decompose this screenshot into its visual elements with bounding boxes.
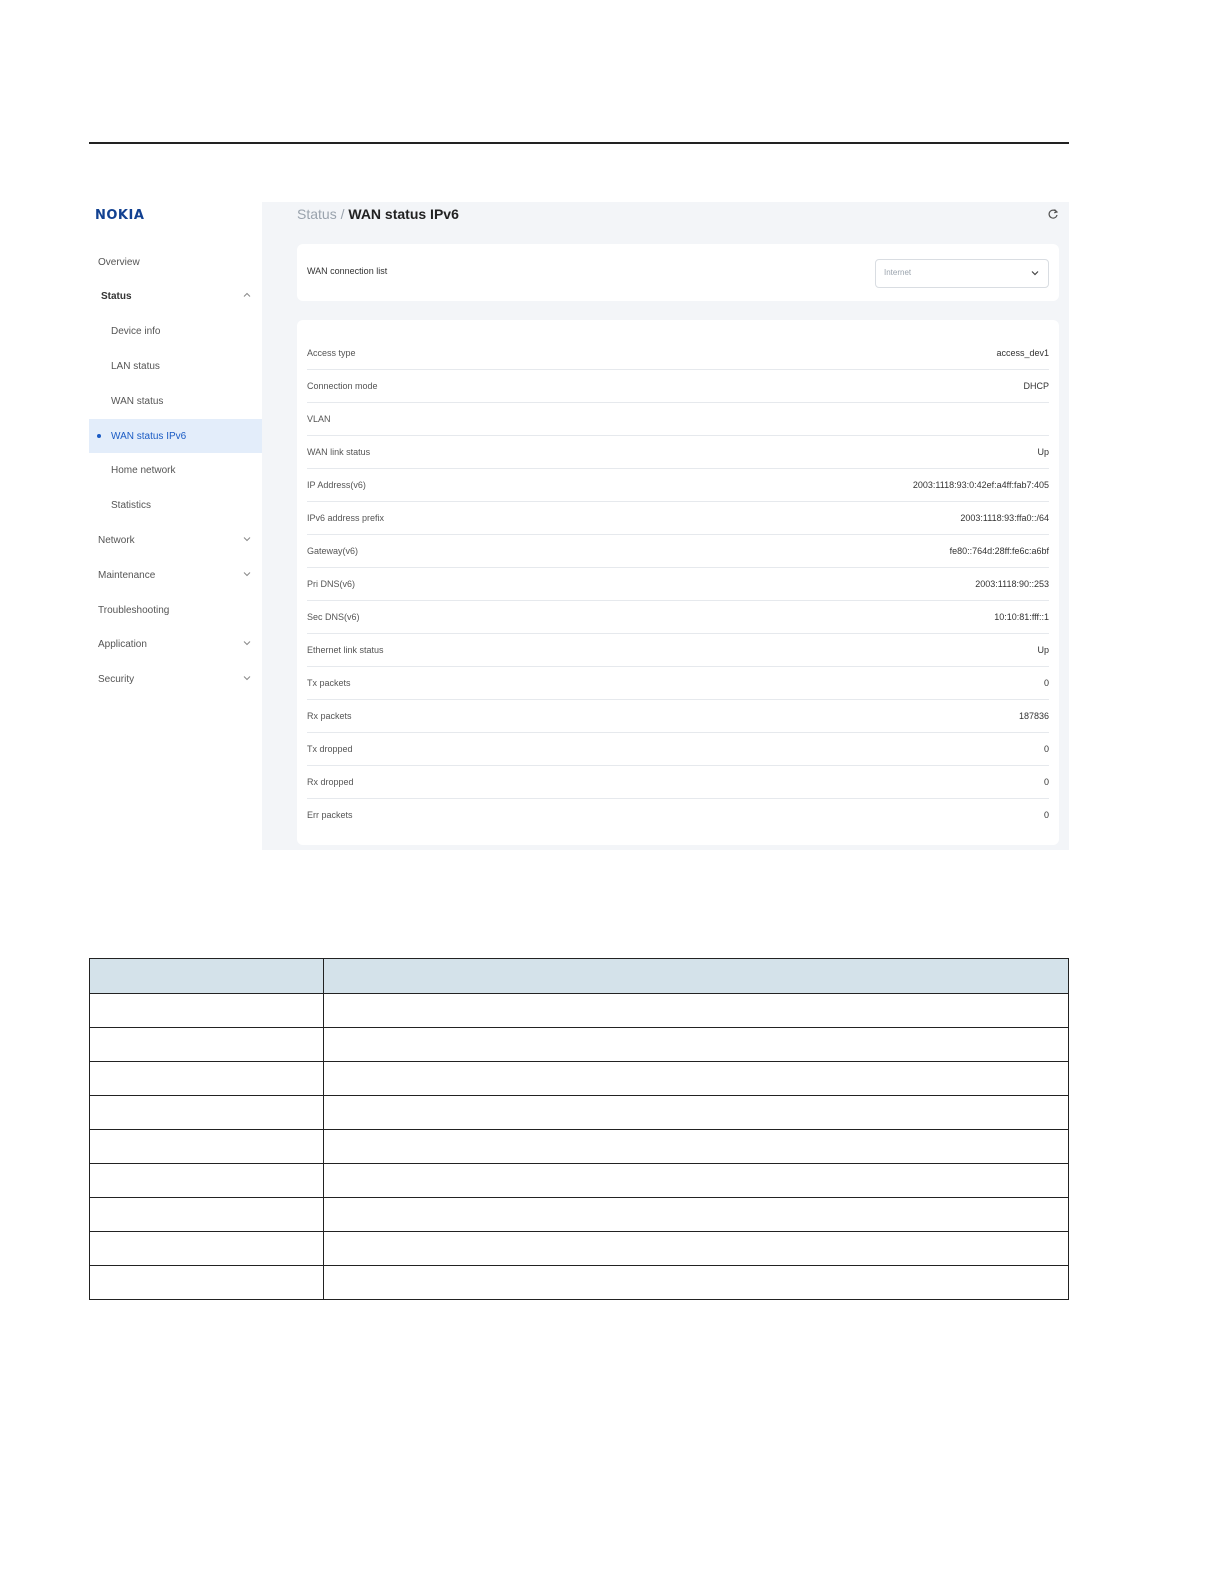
detail-row <box>307 468 1049 502</box>
detail-value: 0 <box>1043 777 1049 787</box>
detail-key: Tx packets <box>307 678 351 688</box>
sidebar-item-overview[interactable] <box>89 245 262 279</box>
table-row <box>90 1062 1069 1096</box>
detail-key: Sec DNS(v6) <box>307 612 360 622</box>
detail-key: Rx dropped <box>307 777 354 787</box>
details-card <box>297 320 1059 845</box>
table-row <box>90 1164 1069 1198</box>
table-cell <box>324 1232 1069 1266</box>
detail-value: fe80::764d:28ff:fe6c:a6bf <box>949 546 1049 556</box>
chevron-down-icon <box>242 534 252 544</box>
page-title: WAN status IPv6 <box>348 206 459 222</box>
sidebar-item-label: Troubleshooting <box>98 604 170 616</box>
router-screenshot <box>89 202 1069 850</box>
table-cell <box>324 1130 1069 1164</box>
sidebar-item-security[interactable] <box>89 662 262 696</box>
chevron-down-icon <box>1030 268 1040 278</box>
detail-row <box>307 666 1049 700</box>
detail-value: 0 <box>1043 678 1049 688</box>
sidebar-item-lan-status[interactable] <box>89 349 262 383</box>
table-cell <box>324 994 1069 1028</box>
table-row <box>90 1096 1069 1130</box>
table-cell <box>90 1266 324 1300</box>
sidebar-item-label: Network <box>98 534 135 546</box>
sidebar-item-label: Security <box>98 673 135 685</box>
table-cell <box>324 1164 1069 1198</box>
connection-select-value: Internet <box>884 268 912 277</box>
connection-list-label: WAN connection list <box>307 266 388 276</box>
chevron-down-icon <box>242 569 252 579</box>
table-cell <box>90 1130 324 1164</box>
detail-key: Pri DNS(v6) <box>307 579 356 589</box>
sidebar-item-application[interactable] <box>89 627 262 661</box>
detail-row <box>307 336 1049 370</box>
detail-value: 0 <box>1043 744 1049 754</box>
detail-row <box>307 567 1049 601</box>
detail-row <box>307 765 1049 799</box>
chevron-down-icon <box>242 673 252 683</box>
detail-key: Err packets <box>307 810 353 820</box>
sidebar-item-wan-status[interactable] <box>89 384 262 418</box>
connection-card <box>297 244 1059 301</box>
table-cell <box>324 1198 1069 1232</box>
refresh-icon[interactable] <box>1047 208 1059 220</box>
sidebar-item-label: Statistics <box>111 499 152 511</box>
detail-row <box>307 732 1049 766</box>
table-cell <box>90 1062 324 1096</box>
table-header-cell <box>324 959 1069 994</box>
detail-row <box>307 699 1049 733</box>
table-cell <box>90 994 324 1028</box>
detail-value: Up <box>1037 447 1049 457</box>
detail-value: 187836 <box>1018 711 1049 721</box>
table-cell <box>324 1028 1069 1062</box>
sidebar-item-network[interactable] <box>89 523 262 557</box>
detail-key: VLAN <box>307 414 331 424</box>
sidebar-item-device-info[interactable] <box>89 314 262 348</box>
detail-row <box>307 369 1049 403</box>
sidebar-item-maintenance[interactable] <box>89 558 262 592</box>
detail-key: Access type <box>307 348 356 358</box>
detail-value: 2003:1118:90::253 <box>975 579 1049 589</box>
detail-key: Rx packets <box>307 711 352 721</box>
table-cell <box>90 1198 324 1232</box>
chevron-down-icon <box>242 638 252 648</box>
sidebar-item-label: Device info <box>111 325 161 337</box>
sidebar-item-label: Overview <box>98 256 140 268</box>
nokia-logo: NOKIA <box>95 208 145 223</box>
detail-row <box>307 600 1049 634</box>
table-row <box>90 994 1069 1028</box>
table-cell <box>90 1028 324 1062</box>
main-panel <box>262 202 1069 850</box>
detail-key: Ethernet link status <box>307 645 384 655</box>
page-rule <box>89 142 1069 144</box>
detail-value: DHCP <box>1023 381 1049 391</box>
table-cell <box>90 1096 324 1130</box>
table-row <box>90 1198 1069 1232</box>
sidebar-item-label: Application <box>98 638 147 650</box>
detail-key: Gateway(v6) <box>307 546 359 556</box>
table-cell <box>90 1232 324 1266</box>
detail-value: access_dev1 <box>996 348 1049 358</box>
detail-row <box>307 402 1049 436</box>
table-row <box>90 1232 1069 1266</box>
detail-value: 2003:1118:93:ffa0::/64 <box>960 513 1049 523</box>
detail-key: Connection mode <box>307 381 378 391</box>
sidebar-item-label: Maintenance <box>98 569 156 581</box>
detail-row <box>307 534 1049 568</box>
detail-row <box>307 798 1049 831</box>
detail-key: Tx dropped <box>307 744 353 754</box>
sidebar-item-statistics[interactable] <box>89 488 262 522</box>
table-row <box>90 1028 1069 1062</box>
table-header-cell <box>90 959 324 994</box>
table-cell <box>90 1164 324 1198</box>
sidebar-item-status[interactable] <box>89 279 262 313</box>
document-table <box>89 958 1069 1300</box>
sidebar-item-label: Home network <box>111 464 176 476</box>
detail-key: IP Address(v6) <box>307 480 366 490</box>
sidebar-item-label: WAN status IPv6 <box>111 430 187 442</box>
connection-select[interactable] <box>875 259 1049 288</box>
breadcrumb <box>297 206 459 222</box>
sidebar <box>89 202 262 850</box>
detail-value: 0 <box>1043 810 1049 820</box>
breadcrumb-separator: / <box>340 206 345 222</box>
table-header-row <box>90 959 1069 994</box>
detail-value: Up <box>1037 645 1049 655</box>
detail-key: IPv6 address prefix <box>307 513 385 523</box>
detail-row <box>307 633 1049 667</box>
sidebar-item-label: Status <box>101 290 132 302</box>
table-cell <box>324 1096 1069 1130</box>
table-cell <box>324 1062 1069 1096</box>
detail-value: 10:10:81:fff::1 <box>994 612 1049 622</box>
sidebar-item-troubleshooting[interactable] <box>89 593 262 627</box>
breadcrumb-parent[interactable]: Status <box>297 206 337 222</box>
detail-row <box>307 435 1049 469</box>
detail-key: WAN link status <box>307 447 371 457</box>
active-dot-icon <box>97 434 101 438</box>
sidebar-item-wan-status-ipv6[interactable] <box>89 419 262 453</box>
sidebar-item-label: LAN status <box>111 360 160 372</box>
detail-value: 2003:1118:93:0:42ef:a4ff:fab7:405 <box>912 480 1049 490</box>
table-cell <box>324 1266 1069 1300</box>
table-row <box>90 1130 1069 1164</box>
sidebar-item-home-network[interactable] <box>89 453 262 487</box>
sidebar-item-label: WAN status <box>111 395 164 407</box>
table-row <box>90 1266 1069 1300</box>
chevron-up-icon <box>242 290 252 300</box>
detail-row <box>307 501 1049 535</box>
